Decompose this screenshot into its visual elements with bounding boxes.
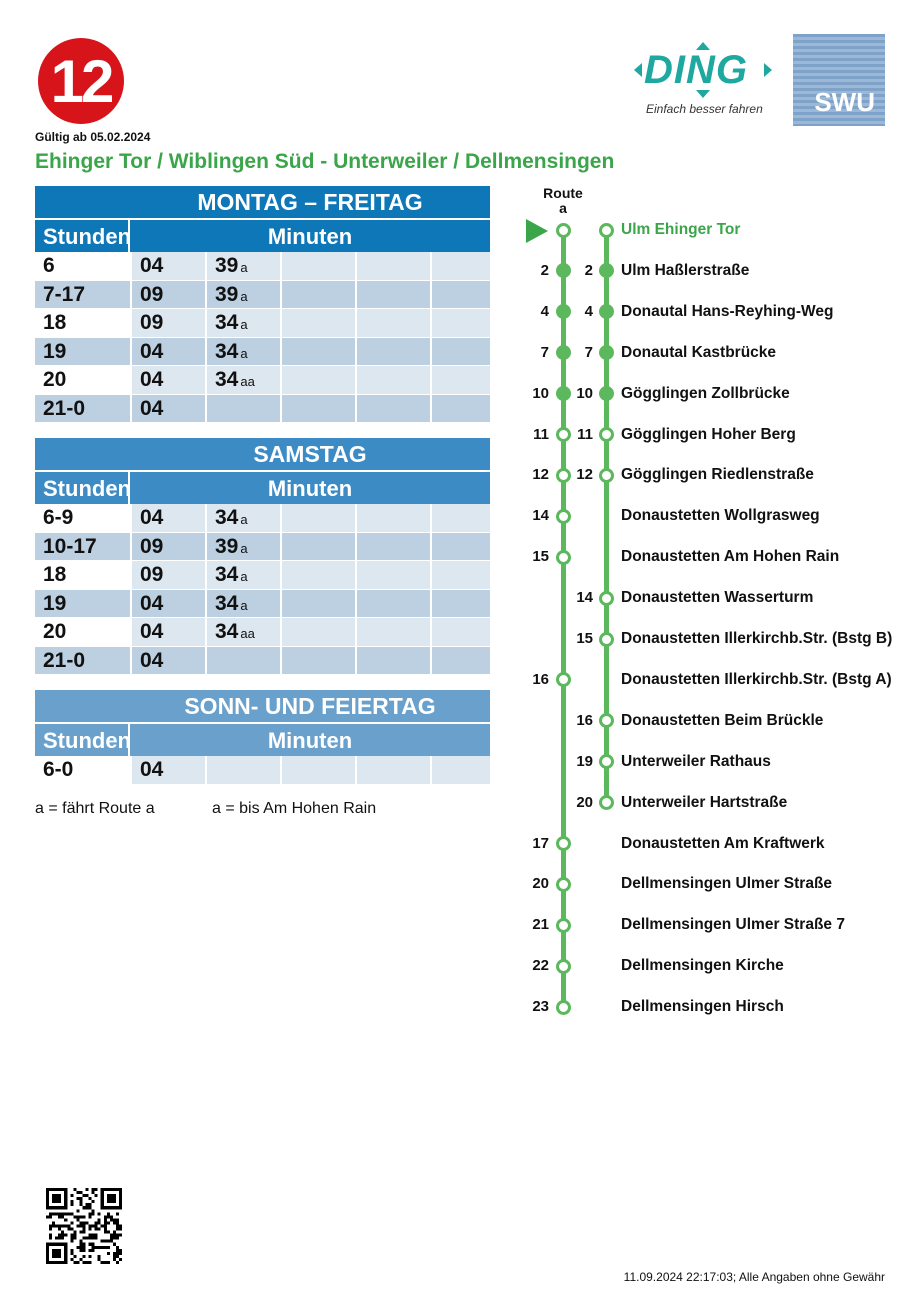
stop-dot-icon [556, 672, 571, 687]
empty-cell [357, 618, 432, 647]
empty-cell [282, 561, 357, 590]
stop-name: Ulm Haßlerstraße [621, 261, 750, 279]
minute-cell: 04 [132, 395, 207, 424]
stop-dot-icon [599, 304, 614, 319]
minute-cell: 04 [132, 338, 207, 367]
stop-name: Dellmensingen Kirche [621, 957, 784, 975]
stop-name: Donaustetten Wasserturm [621, 589, 814, 607]
minute-cell: 34 a [207, 338, 282, 367]
empty-cell [432, 618, 490, 647]
minute-cell: 04 [132, 590, 207, 619]
section-title: SAMSTAG [35, 438, 490, 470]
empty-cell [357, 309, 432, 338]
stop-dot-icon [599, 345, 614, 360]
empty-cell [357, 504, 432, 533]
minutes-header: Minuten [267, 476, 353, 501]
empty-cell [432, 756, 490, 785]
table-row [35, 366, 490, 395]
minute-cell: 09 [132, 533, 207, 562]
travel-time-b: 10 [576, 384, 593, 402]
empty-cell [432, 309, 490, 338]
empty-cell [357, 756, 432, 785]
stop-dot-icon [599, 263, 614, 278]
table-row [35, 533, 490, 562]
travel-time-a: 21 [532, 916, 549, 934]
minute-cell: 09 [132, 281, 207, 310]
minute-cell: 09 [132, 309, 207, 338]
travel-time-a: 2 [540, 261, 549, 279]
travel-time-b: 14 [576, 589, 593, 607]
table-row [35, 281, 490, 310]
legend-item: a = bis Am Hohen Rain [212, 800, 377, 817]
empty-cell [432, 533, 490, 562]
empty-cell [432, 281, 490, 310]
stop-name: Donaustetten Beim Brückle [621, 711, 824, 729]
stop-name: Unterweiler Hartstraße [621, 793, 788, 811]
travel-time-b: 20 [576, 793, 593, 811]
empty-cell [282, 590, 357, 619]
stop-dot-icon [556, 509, 571, 524]
empty-cell [357, 252, 432, 281]
stop-dot-icon [599, 795, 614, 810]
minute-cell: 04 [132, 756, 207, 785]
stop-name: Donaustetten Wollgrasweg [621, 507, 820, 525]
stop-dot-icon [556, 223, 571, 238]
empty-cell [357, 561, 432, 590]
minute-cell: 34 aa [207, 618, 282, 647]
travel-time-a: 12 [532, 466, 549, 484]
minute-cell: 04 [132, 647, 207, 676]
stop-dot-icon [599, 591, 614, 606]
empty-cell [432, 252, 490, 281]
table-row [35, 618, 490, 647]
stop-name: Gögglingen Zollbrücke [621, 384, 790, 402]
footer-note: 11.09.2024 22:17:03; Alle Angaben ohne Gewähr [623, 1270, 885, 1284]
empty-cell [282, 252, 357, 281]
minute-cell: 34 a [207, 309, 282, 338]
stop-dot-icon [599, 713, 614, 728]
stop-name: Gögglingen Hoher Berg [621, 425, 796, 443]
stop-name: Donaustetten Am Kraftwerk [621, 834, 825, 852]
table-row [35, 561, 490, 590]
travel-time-a: 17 [532, 834, 549, 852]
timetable-section [35, 186, 490, 423]
stop-name: Dellmensingen Ulmer Straße [621, 875, 833, 893]
hours-header: Stunden [35, 472, 130, 504]
stop-dot-icon [599, 223, 614, 238]
empty-cell [357, 395, 432, 424]
legend-item: a = fährt Route a [35, 800, 155, 817]
stop-name: Gögglingen Riedlenstraße [621, 466, 814, 484]
table-row [35, 590, 490, 619]
route-title: Ehinger Tor / Wiblingen Süd - Unterweiler / Dellmensingen [35, 150, 615, 173]
hour-cell: 20 [35, 618, 132, 647]
swu-logo [793, 34, 885, 126]
hour-cell: 18 [35, 561, 132, 590]
minute-cell: 04 [132, 366, 207, 395]
minute-cell: 39 a [207, 252, 282, 281]
stop-name: Donaustetten Illerkirchb.Str. (Bstg A) [621, 670, 892, 688]
minute-cell: 04 [132, 252, 207, 281]
stop-dot-icon [599, 386, 614, 401]
travel-time-a: 20 [532, 875, 549, 893]
travel-time-a: 10 [532, 384, 549, 402]
stop-name: Ulm Ehinger Tor [621, 221, 741, 238]
stop-name: Unterweiler Rathaus [621, 752, 771, 770]
route-header: Route a [543, 185, 583, 216]
section-title: MONTAG – FREITAG [35, 186, 490, 218]
stop-dot-icon [599, 632, 614, 647]
qr-code[interactable] [46, 1188, 122, 1264]
ding-slogan: Einfach besser fahren [646, 102, 763, 116]
empty-cell [432, 395, 490, 424]
hour-cell: 19 [35, 338, 132, 367]
hour-cell: 6-0 [35, 756, 132, 785]
empty-cell [432, 504, 490, 533]
stop-name: Dellmensingen Hirsch [621, 998, 784, 1016]
stop-dot-icon [599, 468, 614, 483]
minute-cell: 04 [132, 504, 207, 533]
travel-time-a: 15 [532, 548, 549, 566]
stop-dot-icon [556, 550, 571, 565]
empty-cell [432, 338, 490, 367]
empty-cell [282, 366, 357, 395]
minute-cell [207, 395, 282, 424]
minute-cell: 04 [132, 618, 207, 647]
stop-dot-icon [556, 1000, 571, 1015]
table-row [35, 338, 490, 367]
travel-time-a: 22 [532, 957, 549, 975]
hour-cell: 18 [35, 309, 132, 338]
hour-cell: 7-17 [35, 281, 132, 310]
travel-time-b: 19 [576, 752, 593, 770]
table-row [35, 504, 490, 533]
hour-cell: 19 [35, 590, 132, 619]
minute-cell [207, 647, 282, 676]
table-row [35, 395, 490, 424]
empty-cell [282, 618, 357, 647]
empty-cell [432, 561, 490, 590]
hour-cell: 6-9 [35, 504, 132, 533]
section-title: SONN- UND FEIERTAG [35, 690, 490, 722]
travel-time-b: 16 [576, 711, 593, 729]
minute-cell [207, 756, 282, 785]
stop-dot-icon [556, 918, 571, 933]
travel-time-b: 15 [576, 630, 593, 647]
empty-cell [432, 647, 490, 676]
stop-dot-icon [599, 427, 614, 442]
empty-cell [357, 647, 432, 676]
table-row [35, 756, 490, 785]
table-row [35, 309, 490, 338]
minute-cell: 39 a [207, 281, 282, 310]
table-row [35, 252, 490, 281]
travel-time-b: 4 [584, 302, 593, 320]
empty-cell [357, 366, 432, 395]
minute-cell: 34 a [207, 561, 282, 590]
stop-name: Donaustetten Illerkirchb.Str. (Bstg B) [621, 630, 893, 647]
travel-time-b: 11 [577, 425, 593, 443]
ding-wordmark: DING [644, 48, 748, 92]
empty-cell [432, 366, 490, 395]
empty-cell [282, 395, 357, 424]
hour-cell: 6 [35, 252, 132, 281]
empty-cell [282, 281, 357, 310]
empty-cell [357, 281, 432, 310]
minute-cell: 34 aa [207, 366, 282, 395]
empty-cell [357, 590, 432, 619]
empty-cell [282, 756, 357, 785]
swu-wordmark: SWU [814, 87, 875, 117]
timetable-section [35, 690, 490, 785]
valid-from: Gültig ab 05.02.2024 [35, 130, 151, 144]
hour-cell: 20 [35, 366, 132, 395]
hour-cell: 21-0 [35, 395, 132, 424]
minute-cell: 39 a [207, 533, 282, 562]
minutes-header: Minuten [267, 728, 353, 753]
table-row [35, 647, 490, 676]
start-arrow-icon [526, 219, 548, 243]
stop-dot-icon [556, 877, 571, 892]
stop-name: Donautal Hans-Reyhing-Weg [621, 302, 834, 320]
travel-time-a: 14 [532, 507, 549, 525]
stop-dot-icon [599, 754, 614, 769]
hour-cell: 10-17 [35, 533, 132, 562]
travel-time-a: 23 [532, 998, 549, 1016]
stop-name: Donaustetten Am Hohen Rain [621, 548, 840, 566]
minute-cell: 09 [132, 561, 207, 590]
stop-dot-icon [556, 836, 571, 851]
empty-cell [282, 504, 357, 533]
hours-header: Stunden [35, 220, 130, 252]
empty-cell [357, 533, 432, 562]
empty-cell [432, 590, 490, 619]
stop-name: Dellmensingen Ulmer Straße 7 [621, 916, 845, 934]
timetable-section [35, 438, 490, 675]
line-number-badge: 12 [38, 38, 124, 124]
hour-cell: 21-0 [35, 647, 132, 676]
empty-cell [282, 309, 357, 338]
travel-time-a: 16 [532, 670, 549, 688]
travel-time-b: 7 [584, 343, 593, 361]
empty-cell [357, 338, 432, 367]
stop-dot-icon [556, 959, 571, 974]
travel-time-a: 11 [533, 425, 549, 443]
minute-cell: 34 a [207, 504, 282, 533]
travel-time-a: 4 [540, 302, 549, 320]
travel-time-b: 2 [584, 261, 593, 279]
travel-time-b: 12 [576, 466, 593, 484]
minutes-header: Minuten [267, 224, 353, 249]
ding-logo [632, 40, 774, 120]
empty-cell [282, 647, 357, 676]
minute-cell: 34 a [207, 590, 282, 619]
stop-name: Donautal Kastbrücke [621, 343, 777, 361]
empty-cell [282, 533, 357, 562]
travel-time-a: 7 [540, 343, 549, 361]
hours-header: Stunden [35, 724, 130, 756]
empty-cell [282, 338, 357, 367]
